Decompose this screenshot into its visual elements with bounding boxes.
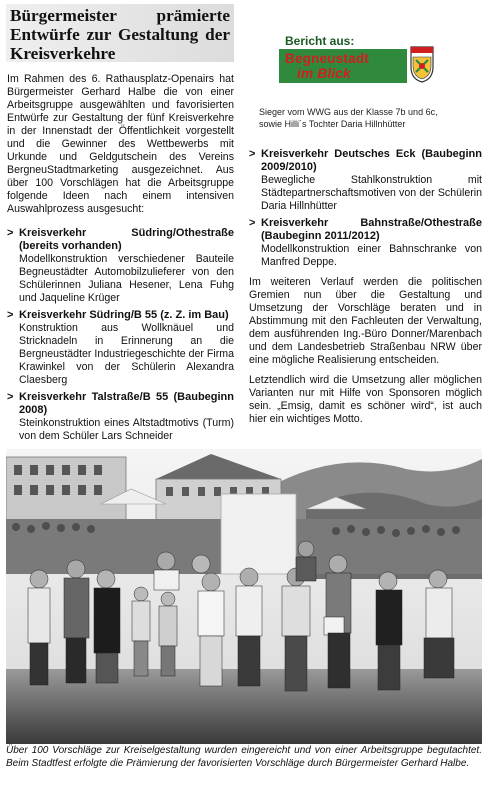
- item-description: Modellkonstruktion einer Bahnschranke von Manfred Deppe.: [261, 243, 482, 268]
- intro-paragraph: Im Rahmen des 6. Rathausplatz-Openairs hat Bürgermeister Gerhard Halbe die von einer Arbeitsgruppe ausgewählten und favorisierten Entwürfe zur Gestaltung der fünf Kreisverkehre in der Innenstadt der Öffentlichkeit vorgestellt und die Gewinner des Wettbewerbs mit Urkunde und Geldgutschein des Vereins BergneuStadtmarketing ausgezeichnet. Aus über 100 Vorschlägen hat die Arbeitsgruppe folgende Ideen nach einem intensiven Auswahlprozess ausgesucht:: [7, 73, 234, 215]
- item-title: Kreisverkehr Bahnstraße/Othestraße (Baubeginn 2011/2012): [261, 217, 482, 242]
- arrow-icon: >: [7, 227, 14, 239]
- item-title: Kreisverkehr Südring/Othestraße (bereits vorhanden): [19, 227, 234, 252]
- list-item: [7, 227, 234, 305]
- list-item: [249, 217, 482, 269]
- group-photo: [6, 449, 482, 744]
- photo-caption: Über 100 Vorschläge zur Kreiselgestaltung wurden eingereicht und von einer Arbeitsgruppe begutachtet. Beim Stadtfest erfolgte die Prämierung der favorisierten Vorschläge durch Bürgermeister Gerhard Halbe.: [6, 745, 482, 769]
- paragraph-sponsors: Letztendlich wird die Umsetzung aller möglichen Varianten nur mit Hilfe von Sponsoren möglich sein. „Emsig, damit es schöner wird“, ist auch hier ein wichtiges Motto.: [249, 374, 482, 425]
- arrow-icon: >: [249, 217, 256, 229]
- item-description: Bewegliche Stahlkonstruktion mit Städtepartnerschaftsmotiven von der Schülerin Daria Hillnhütter: [261, 174, 482, 212]
- arrow-icon: >: [7, 391, 14, 403]
- arrow-icon: >: [7, 309, 14, 321]
- right-column: [249, 148, 482, 426]
- caption-line-2: sowie Hilli´s Tochter Daria Hillnhütter: [259, 119, 406, 129]
- left-column: [7, 73, 234, 443]
- item-title: Kreisverkehr Deutsches Eck (Baubeginn 2009/2010): [261, 148, 482, 173]
- item-title: Kreisverkehr Talstraße/B 55 (Baubeginn 2008): [19, 391, 234, 416]
- list-item: [7, 391, 234, 443]
- article-headline: Bürgermeister prämierte Entwürfe zur Gestaltung der Kreisverkehre: [10, 6, 230, 63]
- newsletter-logo: [279, 34, 436, 85]
- item-title: Kreisverkehr Südring/B 55 (z. Z. im Bau): [19, 309, 229, 321]
- item-description: Steinkonstruktion eines Altstadtmotivs (Turm) von dem Schüler Lars Schneider: [19, 417, 234, 442]
- photo-top-caption: [259, 106, 484, 130]
- arrow-icon: >: [249, 148, 256, 160]
- item-description: Modellkonstruktion verschiedener Bauteile Begneustädter Automobilzulieferer von den Schülerinnen Juliana Hesener, Lena Fuhg und Jaqueline Krüger: [19, 253, 234, 304]
- paragraph-deliberation: Im weiteren Verlauf werden die politischen Gremien nun über die Gestaltung und Umsetzung der Vorschläge beraten und in Abstimmung mit den Fachleuten der Verwaltung, dem ausführenden Ing.-Büro Donner/Marenbach und dem Landesbetrieb Straßenbau NRW über eine mögliche Realisierung entscheiden.: [249, 276, 482, 366]
- logo-top-text: Bericht aus:: [285, 34, 355, 48]
- logo-subtitle: im Blick: [297, 65, 351, 81]
- list-item: [7, 309, 234, 387]
- headline-box: [6, 4, 234, 62]
- caption-line-1: Sieger vom WWG aus der Klasse 7b und 6c,: [259, 107, 438, 117]
- item-description: Konstruktion aus Wollknäuel und Stricknadeln in Erinnerung an die Bergneustädter Industriegeschichte der Firma Krawinkel von der Schülerin Alexandra Claesberg: [19, 322, 234, 386]
- crest-icon: [409, 45, 435, 83]
- logo-title: Begneustadt: [285, 51, 369, 66]
- list-item: [249, 148, 482, 213]
